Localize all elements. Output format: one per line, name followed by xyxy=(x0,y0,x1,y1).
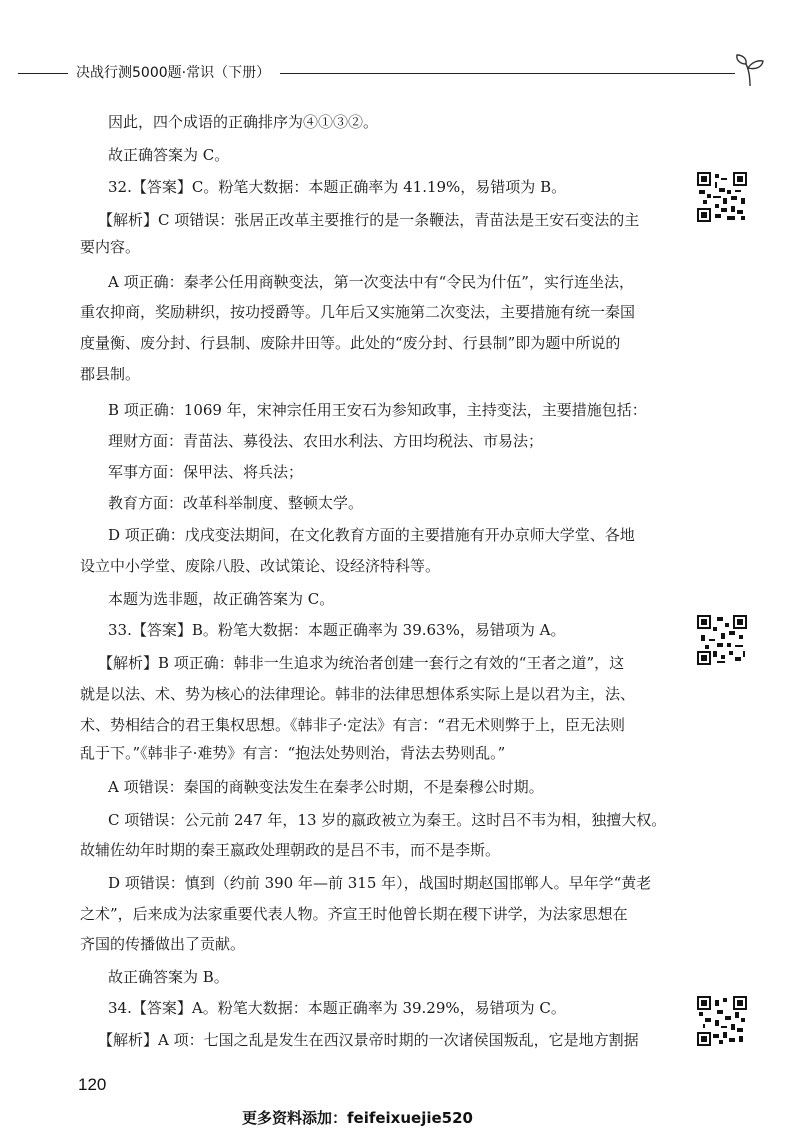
text-line: 术、势相结合的君王集权思想。《韩非子·定法》有言：“君无术则弊于上，臣无法则 xyxy=(80,716,625,734)
text-line: 设立中小学堂、废除八股、改试策论、设经济特科等。 xyxy=(80,557,441,575)
text-line: D 项错误：慎到（约前 390 年—前 315 年），战国时期赵国邯郸人。早年学“黄老 xyxy=(108,874,652,892)
running-header xyxy=(18,52,778,92)
page-number: 120 xyxy=(78,1075,107,1094)
analysis-line: 【解析】B 项正确：韩非一生追求为统治者创建一套行之有效的“王者之道”，这 xyxy=(98,654,625,672)
text-line: 故正确答案为 B。 xyxy=(108,968,229,986)
text-line: 要内容。 xyxy=(80,238,141,256)
text-line: A 项错误：秦国的商鞅变法发生在秦孝公时期，不是秦穆公时期。 xyxy=(108,778,544,796)
text-line: 就是以法、术、势为核心的法律理论。韩非的法律思想体系实际上是以君为主，法、 xyxy=(80,685,636,703)
text-line: 度量衡、废分封、行县制、废除井田等。此处的“废分封、行县制”即为题中所说的 xyxy=(80,334,621,352)
header-rule-left xyxy=(18,73,68,74)
text-line: 故辅佐幼年时期的秦王嬴政处理朝政的是吕不韦，而不是李斯。 xyxy=(80,841,501,859)
text-line: 重农抑商，奖励耕织，按功授爵等。几年后又实施第二次变法，主要措施有统一秦国 xyxy=(80,303,636,321)
answer-line-34: 34.【答案】A。粉笔大数据：本题正确率为 39.29%，易错项为 C。 xyxy=(108,999,566,1017)
text-line: D 项正确：戊戌变法期间，在文化教育方面的主要措施有开办京师大学堂、各地 xyxy=(108,526,635,544)
text-line: 之术”，后来成为法家重要代表人物。齐宣王时他曾长期在稷下讲学，为法家思想在 xyxy=(80,905,628,923)
text-line: 理财方面：青苗法、募役法、农田水利法、方田均税法、市易法； xyxy=(108,432,544,450)
answer-line-33: 33.【答案】B。粉笔大数据：本题正确率为 39.63%，易错项为 A。 xyxy=(108,621,566,639)
sprout-icon xyxy=(734,52,766,88)
footer-note: 更多资料添加：feifeixuejie520 xyxy=(242,1109,473,1127)
header-title: 决战行测5000题·常识（下册） xyxy=(76,65,271,81)
text-line: 军事方面：保甲法、将兵法； xyxy=(108,463,304,481)
text-line: 教育方面：改革科举制度、整顿太学。 xyxy=(108,494,364,512)
analysis-line: 【解析】A 项：七国之乱是发生在西汉景帝时期的一次诸侯国叛乱，它是地方割据 xyxy=(98,1031,639,1049)
qr-code-icon[interactable] xyxy=(697,172,747,222)
text-line: C 项错误：公元前 247 年，13 岁的嬴政被立为秦王。这时吕不韦为相，独擅大权。 xyxy=(108,811,667,829)
text-line: 齐国的传播做出了贡献。 xyxy=(80,935,246,953)
header-rule-right xyxy=(280,73,735,74)
text-line: 乱于下。”《韩非子·难势》有言：“抱法处势则治，背法去势则乱。” xyxy=(80,744,506,762)
analysis-line: 【解析】C 项错误：张居正改革主要推行的是一条鞭法，青苗法是王安石变法的主 xyxy=(98,211,640,229)
qr-code-icon[interactable] xyxy=(697,996,747,1046)
text-line: 本题为选非题，故正确答案为 C。 xyxy=(108,590,335,608)
text-line: 郡县制。 xyxy=(80,365,141,383)
text-line: 故正确答案为 C。 xyxy=(108,146,230,164)
text-line: 因此，四个成语的正确排序为④①③②。 xyxy=(108,113,379,131)
text-line: B 项正确：1069 年，宋神宗任用王安石为参知政事，主持变法，主要措施包括： xyxy=(108,401,647,419)
answer-line-32: 32.【答案】C。粉笔大数据：本题正确率为 41.19%，易错项为 B。 xyxy=(108,178,567,196)
qr-code-icon[interactable] xyxy=(697,615,747,665)
text-line: A 项正确：秦孝公任用商鞅变法，第一次变法中有“令民为什伍”，实行连坐法， xyxy=(108,273,634,291)
